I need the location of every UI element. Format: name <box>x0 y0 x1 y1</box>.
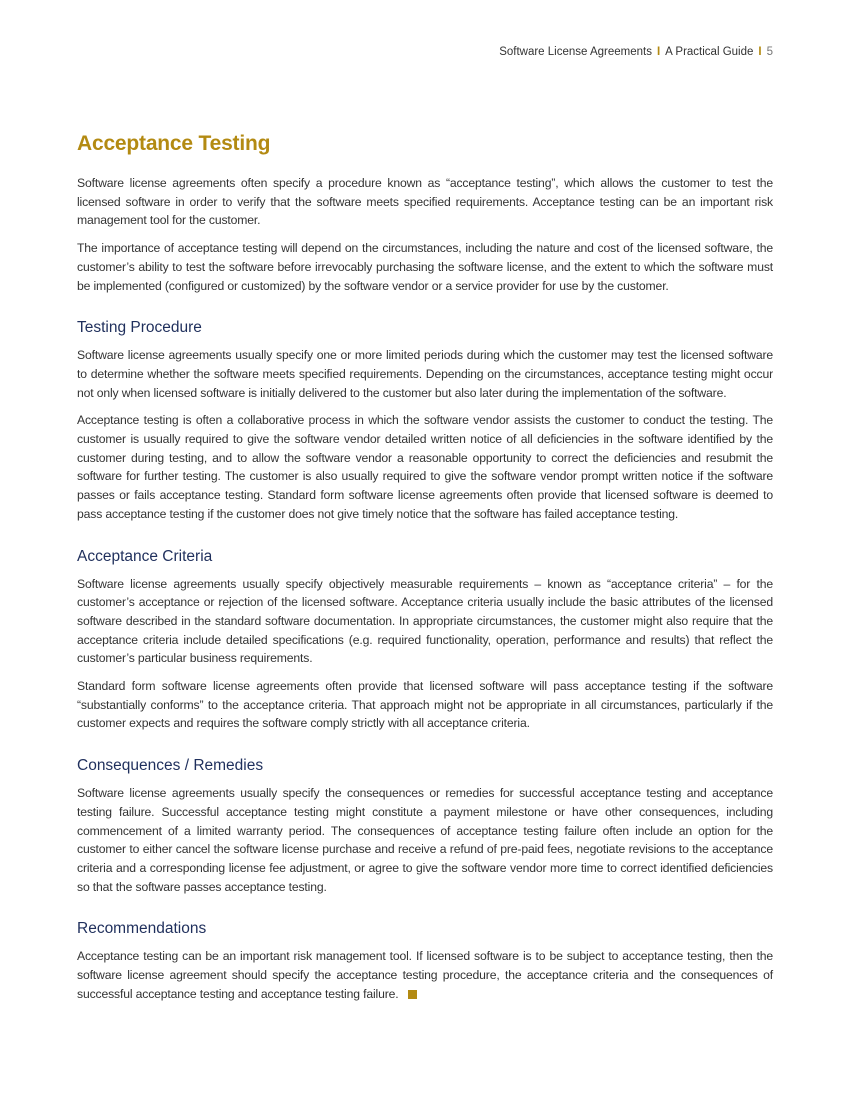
section-paragraph: Standard form software license agreements often provide that licensed software will pass acceptance testing if the software “substantially conforms” to the acceptance criteria. That approach might not be appropriate in all circumstances, particularly if the customer expects and requires the software comply strictly with all acceptance criteria. <box>77 679 773 731</box>
section-heading-recommendations: Recommendations <box>77 920 207 938</box>
intro-paragraph: Software license agreements often specify a procedure known as “acceptance testing”, which allows the customer to test the licensed software in order to verify that the software meets specified requirements. Acceptance testing can be an important risk management tool for the customer. <box>77 176 773 228</box>
section-paragraph: Software license agreements usually specify one or more limited periods during which the customer may test the licensed software to determine whether the software meets specified requirements. Depending on the circumstances, acceptance testing might occur not only when licensed software is initially delivered to the customer but also later during the implementation of the software. <box>77 348 773 400</box>
page-number: 5 <box>766 46 773 58</box>
section-paragraph: Acceptance testing is often a collaborative process in which the software vendor assists the customer to conduct the testing. The customer is usually required to give the software vendor detailed written notice of all deficiencies in the software identified by the customer during testing, and to allow the software vendor a reasonable opportunity to correct the deficiencies and resubmit the software for further testing. The customer is also usually required to give the software vendor prompt written notice if the software passes or fails acceptance testing. Standard form software license agreements often provide that licensed software is deemed to pass acceptance testing if the customer does not give timely notice that the software has failed acceptance testing. <box>77 413 773 521</box>
recommendations-text: Acceptance testing can be an important risk management tool. If licensed software is to be subject to acceptance testing, then the software license agreement should specify the acceptance testing procedure, the acceptance criteria and the consequences of successful acceptance testing and acceptance testing failure. <box>77 949 773 1001</box>
page-title: Acceptance Testing <box>77 132 271 155</box>
section-paragraph-last <box>77 947 773 1003</box>
section-heading-testing-procedure: Testing Procedure <box>77 319 202 337</box>
section-paragraph: Software license agreements usually specify the consequences or remedies for successful acceptance testing and acceptance testing failure. Successful acceptance testing might constitute a payment milestone or have other consequences, including commencement of a limited warranty period. The consequences of acceptance testing failure often include an option for the customer to either cancel the software license purchase and receive a refund of pre-paid fees, negotiate revisions to the acceptance criteria and a corresponding license fee adjustment, or agree to give the software vendor more time to correct identified deficiencies so that the software passes acceptance testing. <box>77 786 773 894</box>
section-paragraph: Software license agreements usually specify objectively measurable requirements – known as “acceptance criteria” – for the customer’s acceptance or rejection of the licensed software. Acceptance criteria usually include the basic attributes of the licensed software described in the standard software documentation. In appropriate circumstances, the customer might also require that the acceptance criteria include detailed specifications (e.g. required functionality, operation, performance and results) that reflect the customer’s particular business requirements. <box>77 576 773 666</box>
section-heading-acceptance-criteria: Acceptance Criteria <box>77 547 213 565</box>
header-subtitle: A Practical Guide <box>665 46 754 58</box>
end-of-article-square-icon <box>408 990 417 999</box>
header-separator: I <box>758 46 762 58</box>
intro-paragraph: The importance of acceptance testing will depend on the circumstances, including the nature and cost of the licensed software, the customer’s ability to test the software before irrevocably purchasing the software license, and the extent to which the software must be implemented (configured or customized) by the software vendor or a service provider for use by the customer. <box>77 241 773 293</box>
section-heading-consequences-remedies: Consequences / Remedies <box>77 757 264 775</box>
page-content <box>77 132 773 1013</box>
header-separator: I <box>656 46 661 58</box>
header-doc-title: Software License Agreements <box>499 46 652 58</box>
running-header <box>499 46 773 58</box>
